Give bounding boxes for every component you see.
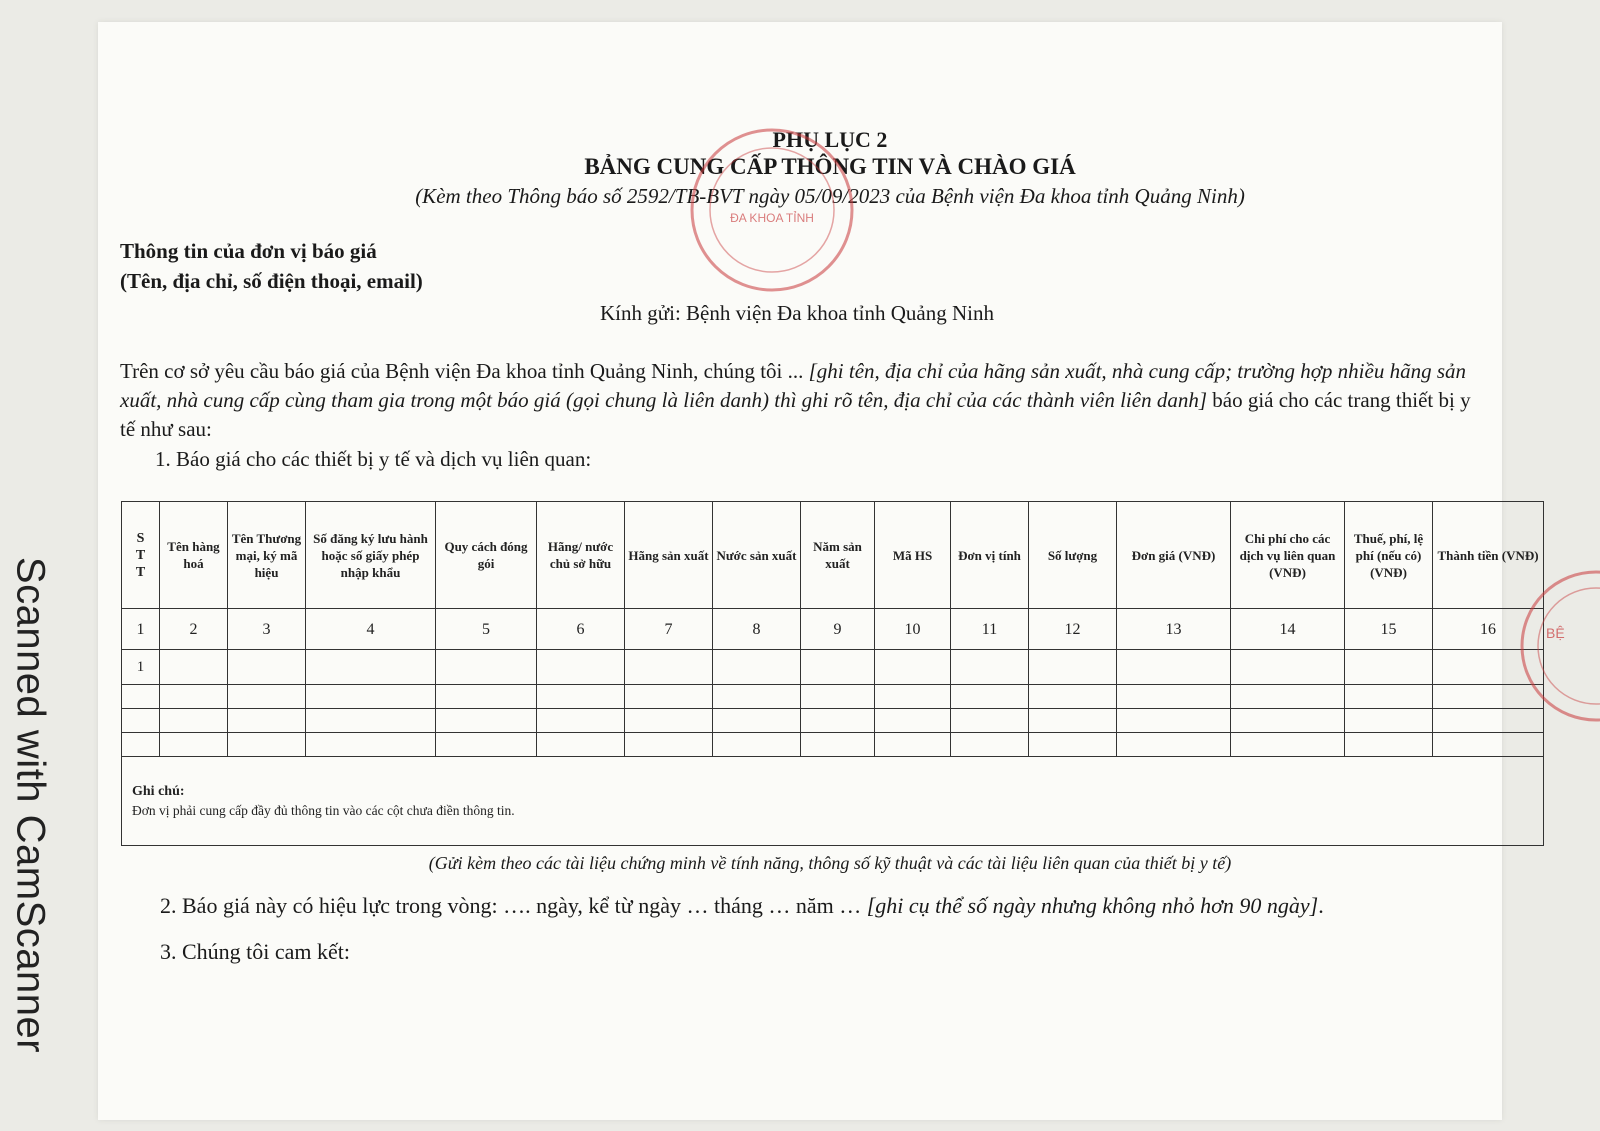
empty-cell bbox=[875, 709, 951, 733]
empty-cell bbox=[1117, 709, 1231, 733]
empty-cell bbox=[1345, 733, 1433, 757]
empty-cell bbox=[875, 685, 951, 709]
empty-cell bbox=[1231, 650, 1345, 685]
empty-cell bbox=[1231, 709, 1345, 733]
header-cell: Mã HS bbox=[875, 502, 951, 609]
header-cell: Số lượng bbox=[1029, 502, 1117, 609]
table-note-row bbox=[122, 757, 1544, 846]
empty-cell bbox=[306, 709, 436, 733]
empty-cell bbox=[160, 709, 228, 733]
empty-cell bbox=[306, 733, 436, 757]
header-cell: Số đăng ký lưu hành hoặc số giấy phép nhập khẩu bbox=[306, 502, 436, 609]
number-cell: 16 bbox=[1433, 609, 1544, 650]
empty-cell bbox=[1117, 650, 1231, 685]
number-cell: 3 bbox=[228, 609, 306, 650]
empty-cell bbox=[1433, 733, 1544, 757]
header-cell: Chi phí cho các dịch vụ liên quan (VNĐ) bbox=[1231, 502, 1345, 609]
empty-cell bbox=[1345, 709, 1433, 733]
section-2-validity: 2. Báo giá này có hiệu lực trong vòng: …. ngày, kể từ ngày … tháng … năm … [ghi cụ thể số ngày nhưng không nhỏ hơn 90 ngày]. bbox=[160, 893, 1324, 918]
stamp-seal-right bbox=[1516, 566, 1600, 726]
number-cell: 4 bbox=[306, 609, 436, 650]
number-cell: 9 bbox=[801, 609, 875, 650]
empty-cell bbox=[228, 650, 306, 685]
header-cell-stt: S T T bbox=[122, 502, 160, 609]
empty-cell bbox=[160, 685, 228, 709]
stamp-right-text: BỆ bbox=[1546, 625, 1565, 641]
empty-cell bbox=[122, 685, 160, 709]
empty-cell bbox=[228, 733, 306, 757]
number-cell: 2 bbox=[160, 609, 228, 650]
header-cell: Hãng/ nước chủ sở hữu bbox=[537, 502, 625, 609]
empty-cell bbox=[951, 733, 1029, 757]
number-cell: 7 bbox=[625, 609, 713, 650]
empty-cell bbox=[713, 685, 801, 709]
document-subtitle: (Kèm theo Thông báo số 2592/TB-BVT ngày 05/09/2023 của Bệnh viện Đa khoa tỉnh Quảng Ninh) bbox=[415, 184, 1245, 208]
empty-cell bbox=[1029, 650, 1117, 685]
header-cell: Thành tiền (VNĐ) bbox=[1433, 502, 1544, 609]
column-number-row bbox=[122, 609, 1544, 650]
unit-info-fields: (Tên, địa chỉ, số điện thoại, email) bbox=[120, 269, 423, 293]
empty-cell bbox=[801, 733, 875, 757]
empty-cell bbox=[160, 733, 228, 757]
number-cell: 6 bbox=[537, 609, 625, 650]
header-cell: Tên hàng hoá bbox=[160, 502, 228, 609]
empty-cell bbox=[951, 650, 1029, 685]
empty-cell bbox=[1345, 685, 1433, 709]
appendix-label: PHỤ LỤC 2 bbox=[772, 127, 888, 152]
empty-cell bbox=[801, 650, 875, 685]
empty-cell bbox=[122, 709, 160, 733]
empty-cell bbox=[537, 685, 625, 709]
addressee: Kính gửi: Bệnh viện Đa khoa tỉnh Quảng Ninh bbox=[600, 301, 994, 325]
empty-cell bbox=[160, 650, 228, 685]
number-cell: 5 bbox=[436, 609, 537, 650]
empty-cell bbox=[1117, 733, 1231, 757]
note-text: Đơn vị phải cung cấp đầy đủ thông tin vào các cột chưa điền thông tin. bbox=[132, 803, 515, 818]
table-row bbox=[122, 685, 1544, 709]
section-3-commitment: 3. Chúng tôi cam kết: bbox=[160, 939, 351, 964]
number-cell: 10 bbox=[875, 609, 951, 650]
empty-cell bbox=[537, 709, 625, 733]
empty-cell bbox=[1029, 709, 1117, 733]
table-row bbox=[122, 650, 1544, 685]
empty-cell bbox=[1231, 733, 1345, 757]
empty-cell bbox=[436, 650, 537, 685]
empty-cell bbox=[625, 709, 713, 733]
empty-cell bbox=[625, 650, 713, 685]
empty-cell bbox=[801, 685, 875, 709]
empty-cell bbox=[1345, 650, 1433, 685]
number-cell: 14 bbox=[1231, 609, 1345, 650]
stamp-top-text: ĐA KHOA TỈNH bbox=[730, 211, 814, 225]
empty-cell bbox=[801, 709, 875, 733]
empty-cell bbox=[1117, 685, 1231, 709]
header-cell: Đơn giá (VNĐ) bbox=[1117, 502, 1231, 609]
table-note-cell bbox=[122, 757, 1544, 846]
empty-cell bbox=[228, 709, 306, 733]
empty-cell bbox=[951, 685, 1029, 709]
header-cell: Hãng sản xuất bbox=[625, 502, 713, 609]
table-row bbox=[122, 733, 1544, 757]
empty-cell bbox=[1029, 733, 1117, 757]
table-row bbox=[122, 709, 1544, 733]
empty-cell bbox=[436, 709, 537, 733]
number-cell: 15 bbox=[1345, 609, 1433, 650]
empty-cell bbox=[625, 685, 713, 709]
number-cell: 1 bbox=[122, 609, 160, 650]
section-1-heading: 1. Báo giá cho các thiết bị y tế và dịch vụ liên quan: bbox=[155, 447, 592, 471]
header-cell: Năm sản xuất bbox=[801, 502, 875, 609]
intro-paragraph: Trên cơ sở yêu cầu báo giá của Bệnh viện Đa khoa tỉnh Quảng Ninh, chúng tôi ... [ghi tên, địa chỉ của hãng sản xuất, nhà cung cấp; trường hợp nhiều hãng sản xuất, nhà cung cấp cùng tham gia trong một báo giá (gọi chung là liên danh) thì ghi rõ tên, địa chỉ của các thành viên liên danh] báo giá cho các trang thiết bị y tế như sau: bbox=[120, 359, 1471, 441]
empty-cell bbox=[306, 650, 436, 685]
empty-cell bbox=[537, 733, 625, 757]
empty-cell bbox=[228, 685, 306, 709]
stamp-seal-top bbox=[688, 126, 856, 294]
scanner-watermark: Scanned with CamScanner bbox=[8, 556, 53, 1054]
empty-cell bbox=[625, 733, 713, 757]
empty-cell bbox=[875, 650, 951, 685]
empty-cell bbox=[306, 685, 436, 709]
empty-cell bbox=[1231, 685, 1345, 709]
empty-cell bbox=[1029, 685, 1117, 709]
header-cell: Tên Thương mại, ký mã hiệu bbox=[228, 502, 306, 609]
quote-table bbox=[121, 501, 1544, 846]
number-cell: 11 bbox=[951, 609, 1029, 650]
empty-cell bbox=[436, 733, 537, 757]
number-cell: 8 bbox=[713, 609, 801, 650]
row-stt-cell: 1 bbox=[122, 650, 160, 685]
header-cell: Thuế, phí, lệ phí (nếu có) (VNĐ) bbox=[1345, 502, 1433, 609]
attachment-note: (Gửi kèm theo các tài liệu chứng minh về tính năng, thông số kỹ thuật và các tài liệu liên quan của thiết bị y tế) bbox=[428, 853, 1232, 873]
document-title: BẢNG CUNG CẤP THÔNG TIN VÀ CHÀO GIÁ bbox=[584, 154, 1076, 179]
empty-cell bbox=[122, 733, 160, 757]
unit-info-heading: Thông tin của đơn vị báo giá bbox=[120, 239, 377, 263]
header-cell: Quy cách đóng gói bbox=[436, 502, 537, 609]
empty-cell bbox=[713, 709, 801, 733]
empty-cell bbox=[436, 685, 537, 709]
header-cell: Đơn vị tính bbox=[951, 502, 1029, 609]
empty-cell bbox=[875, 733, 951, 757]
empty-cell bbox=[713, 733, 801, 757]
empty-cell bbox=[713, 650, 801, 685]
table-header-row bbox=[122, 502, 1544, 609]
empty-cell bbox=[537, 650, 625, 685]
number-cell: 12 bbox=[1029, 609, 1117, 650]
number-cell: 13 bbox=[1117, 609, 1231, 650]
header-cell: Nước sản xuất bbox=[713, 502, 801, 609]
empty-cell bbox=[951, 709, 1029, 733]
note-title: Ghi chú: bbox=[132, 784, 185, 799]
